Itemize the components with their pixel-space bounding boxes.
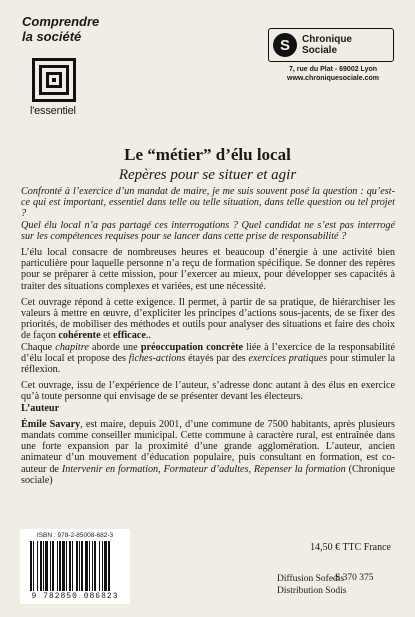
book-subtitle: Repères pour se situer et agir xyxy=(118,167,297,183)
publisher-website: www.chroniquesociale.com xyxy=(287,75,379,82)
collection-logo-icon xyxy=(32,58,76,102)
publisher-street: 7, rue du Plat - 69002 Lyon xyxy=(288,66,378,73)
publisher-logo-icon: S xyxy=(273,33,297,57)
question-2: Quel élu local n’a pas partagé ces interrogations ? Quel candidat ne s’est pas interrogé sur les compétences requises pour se lancer dans cette prise de responsabilité ? xyxy=(21,219,395,242)
series-line-1: Comprendre xyxy=(22,14,100,29)
paragraph-1: L’élu local consacre de nombreuses heures et beaucoup d’énergie à une activité bien particulière pour laquelle personne n’a reçu de formation spécifique. Se donner des repères pour se préparer à cette mission, pour l’exercer au mieux, pour développer ses capacités à traiter des situations complexes et variées, est une nécessité. xyxy=(21,247,395,292)
product-code: S 370 375 xyxy=(335,573,374,583)
distribution-line-1: Diffusion Sofedis xyxy=(277,574,345,584)
publisher-address xyxy=(268,65,398,83)
barcode-icon xyxy=(30,541,120,591)
author-heading: L’auteur xyxy=(21,402,60,414)
book-title: Le “métier” d’élu local xyxy=(124,145,291,164)
barcode-digits: 9 782850 086823 xyxy=(31,592,119,601)
back-cover-text xyxy=(21,186,395,486)
barcode xyxy=(20,529,130,604)
isbn-number: ISBN : 978-2-85008-682-3 xyxy=(36,532,114,539)
publisher-logo xyxy=(268,28,394,62)
publisher-name: Chronique Sociale xyxy=(302,34,352,56)
distribution-line-2: Distribution Sodis xyxy=(277,586,347,596)
series-title xyxy=(22,14,99,44)
author-bio: Émile Savary, est maire, depuis 2001, d’une commune de 7500 habitants, après plusieurs mandats comme conseiller municipal. Cette commune à caractère rural, est entraînée dans une forte expansion par la proximité d’une grande agglomération. L’auteur, ancien animateur d’un mouvement d’éducation populaire, puis consultant en formation, est co-auteur de Intervenir en formation, Formateur d’adultes, Repenser la formation (Chronique sociale) xyxy=(21,418,395,486)
series-line-2: la société xyxy=(22,29,82,44)
paragraph-3: Chaque chapitre aborde une préoccupation concrète liée à l’exercice de la responsabilité d’élu local et propose des fiches-actions étayés par des exercices pratiques pour stimuler la réflexion. xyxy=(21,341,396,376)
price: 14,50 € TTC France xyxy=(310,542,391,553)
collection-name: l'essentiel xyxy=(30,105,76,117)
paragraph-2: Cet ouvrage répond à cette exigence. Il permet, à partir de sa pratique, de hiérarchiser les valeurs à mettre en œuvre, d’expliciter les principes d’actions sous-jacents, de se fixer des priorités, de mobiliser des méthodes et outils pour analyser des situations et faire des choix de façon cohérente et efficace.. xyxy=(21,296,395,342)
paragraph-4: Cet ouvrage, issu de l’expérience de l’auteur, s’adresse donc autant à des élus en exercice qu’à toute personne qui envisage de se présenter devant les électeurs. xyxy=(21,380,395,403)
question-1: Confronté à l’exercice d’un mandat de maire, je me suis souvent posé la question : qu’est-ce qui est important, essentiel dans telle ou telle situation, dans telle question ou tel projet ? xyxy=(21,186,395,220)
